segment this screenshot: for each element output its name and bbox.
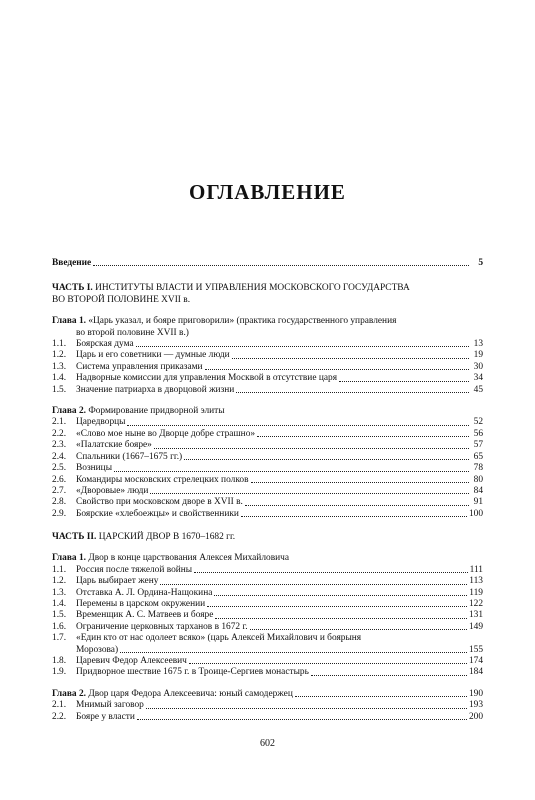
dot-leader [136,346,469,347]
entry-number: 1.2. [52,350,67,361]
part-title-line: ЦАРСКИЙ ДВОР В 1670–1682 гг. [98,532,236,542]
chapter-heading [52,553,483,564]
entry-page: 57 [473,440,483,451]
entry-number: 1.5. [52,384,67,395]
toc-list [52,339,483,396]
entry-title: Мнимый заговор [76,700,144,711]
dot-leader [241,516,467,517]
toc-entry[interactable] [52,417,483,428]
entry-title: Ограничение церковных тарханов в 1672 г. [76,621,248,632]
toc-list [52,417,483,520]
toc-entry-continuation[interactable] [52,645,483,656]
entry-number: 1.1. [52,339,67,350]
dot-leader [160,584,467,585]
entry-title: Морозова) [76,644,119,655]
chapter-title-line: «Царь указал, и бояре приговорили» (практика государственного управления [88,316,397,327]
entry-title: Временщик А. С. Матвеев и бояре [76,610,214,621]
toc-entry[interactable] [52,497,483,508]
entry-title: Спальники (1667–1675 гг.) [76,451,183,462]
entry-title: Перемены в царском окружении [76,599,206,610]
part-prefix: ЧАСТЬ I. [52,283,93,294]
entry-page: 100 [468,508,483,519]
dot-leader [154,448,469,449]
toc-entry[interactable] [52,656,483,667]
chapter-title: Двор царя Федора Алексеевича: юный самодержец [88,688,293,699]
chapter-heading [52,406,483,417]
entry-number: 2.6. [52,474,67,485]
toc-entry[interactable] [52,599,483,610]
dot-leader [205,369,469,370]
entry-title: «Един кто от нас одолеет всяко» (царь Алексей Михайлович и боярыня [76,633,362,644]
part-heading [52,283,483,306]
toc-entry[interactable] [52,700,483,711]
entry-page: 149 [468,621,483,632]
entry-page: 184 [468,667,483,678]
dot-leader [127,425,469,426]
toc-entry[interactable] [52,385,483,396]
dot-leader [194,572,468,573]
toc-entry[interactable] [52,339,483,350]
toc-entry[interactable] [52,463,483,474]
entry-page: 193 [468,700,483,711]
entry-page: 78 [473,463,483,474]
toc-block-2 [52,532,483,723]
entry-page: 45 [473,384,483,395]
chapter-prefix: Глава 2. [52,406,86,417]
entry-title: Свойство при московском дворе в XVII в. [76,497,243,508]
toc-entry[interactable] [52,452,483,463]
toc-entry[interactable] [52,440,483,451]
dot-leader [146,708,467,709]
toc-entry[interactable] [52,610,483,621]
entry-title: Царь и его советники — думные люди [76,350,230,361]
dot-leader [245,505,469,506]
dot-leader [311,675,467,676]
dot-leader [214,595,467,596]
dot-leader [189,663,467,664]
entry-title: Боярские «хлебоежцы» и свойственники [76,508,239,519]
entry-number: 1.8. [52,656,67,667]
entry-number: 2.1. [52,700,67,711]
toc-list [52,565,483,633]
entry-title: Система управления приказами [76,361,203,372]
entry-number: 2.5. [52,463,67,474]
toc-entry[interactable] [52,576,483,587]
entry-number: 2.1. [52,417,67,428]
toc-entry[interactable] [52,509,483,520]
toc-entry[interactable] [52,486,483,497]
toc-list [52,656,483,679]
entry-title: «Слово мое ныне во Дворце добре страшно» [76,428,256,439]
dot-leader [295,696,467,697]
entry-number: 1.5. [52,610,67,621]
entry-title: Значение патриарха в дворцовой жизни [76,384,235,395]
dot-leader [137,719,467,720]
entry-page: 5 [478,258,483,268]
dot-leader [339,381,469,382]
entry-number: 2.9. [52,508,67,519]
chapter-heading[interactable] [52,689,483,700]
toc-entry[interactable] [52,588,483,599]
toc-entry[interactable] [52,350,483,361]
entry-page: 19 [473,350,483,361]
entry-number: 1.9. [52,667,67,678]
toc-entry-introduction[interactable] [52,258,483,269]
toc-entry[interactable] [52,475,483,486]
entry-title: Командиры московских стрелецких полков [76,474,249,485]
entry-number: 2.2. [52,711,67,722]
chapter-title-line: во второй половине XVII в.) [76,327,189,338]
chapter-title-line: Двор в конце царствования Алексея Михайловича [88,553,290,564]
entry-page: 65 [473,451,483,462]
part-heading [52,532,483,543]
dot-leader [207,606,467,607]
entry-title: Царь выбирает жену [76,576,159,587]
toc-list [52,700,483,723]
chapter-prefix: Глава 1. [52,553,86,564]
toc-entry[interactable] [52,633,483,644]
entry-page: 190 [468,688,483,699]
dot-leader [93,265,469,266]
dot-leader [232,358,469,359]
chapter-prefix: Глава 2. [52,688,86,699]
dot-leader [114,471,469,472]
toc-entry[interactable] [52,565,483,576]
entry-page: 113 [469,576,483,587]
entry-page: 80 [473,474,483,485]
page-title: ОГЛАВЛЕНИЕ [189,180,346,204]
toc-entry[interactable] [52,362,483,373]
entry-number: 2.3. [52,440,67,451]
dot-leader [215,618,467,619]
entry-title: Возницы [76,463,112,474]
entry-page: 56 [473,428,483,439]
chapter-heading [52,316,483,339]
toc-block-1 [52,258,483,520]
dot-leader [251,482,469,483]
entry-title: Царевич Федор Алексеевич [76,656,187,667]
entry-page: 155 [468,644,483,655]
entry-number: 1.2. [52,576,67,587]
entry-number: 1.6. [52,621,67,632]
dot-leader [250,629,467,630]
entry-title: Царедворцы [76,417,126,428]
part-prefix: ЧАСТЬ II. [52,532,97,542]
toc-entry[interactable] [52,622,483,633]
entry-number: 1.7. [52,633,67,644]
dot-leader [236,392,469,393]
entry-number: 2.8. [52,497,67,508]
entry-page: 13 [473,339,483,350]
entry-title: Отставка А. Л. Ордина-Нащокина [76,587,213,598]
entry-title: Бояре у власти [76,711,135,722]
entry-title: Введение [52,258,92,268]
entry-page: 52 [473,417,483,428]
page-number: 602 [260,738,275,749]
dot-leader [120,652,467,653]
toc-entry[interactable] [52,667,483,678]
part-title-line: ИНСТИТУТЫ ВЛАСТИ И УПРАВЛЕНИЯ МОСКОВСКОГО ГОСУДАРСТВА [95,283,410,294]
chapter-prefix: Глава 1. [52,316,86,327]
part-title-line: ВО ВТОРОЙ ПОЛОВИНЕ XVII в. [52,294,191,305]
entry-title: «Палатские бояре» [76,440,152,451]
dot-leader [184,459,469,460]
entry-title: Россия после тяжелой войны [76,564,193,575]
entry-page: 131 [468,610,483,621]
toc-entry[interactable] [52,429,483,440]
entry-page: 174 [468,656,483,667]
entry-page: 119 [469,587,483,598]
entry-title: Надворные комиссии для управления Москвой в отсутствие царя [76,373,338,384]
entry-number: 2.2. [52,428,67,439]
dot-leader [257,436,469,437]
entry-title: Боярская дума [76,339,134,350]
entry-number: 2.4. [52,451,67,462]
toc-entry[interactable] [52,712,483,723]
toc-entry[interactable] [52,373,483,384]
entry-number: 1.4. [52,599,67,610]
entry-number: 2.7. [52,485,67,496]
entry-title: «Дворовые» люди [76,485,149,496]
entry-number: 1.3. [52,361,67,372]
entry-page: 30 [473,361,483,372]
entry-page: 84 [473,485,483,496]
entry-page: 111 [469,564,483,575]
entry-number: 1.3. [52,587,67,598]
entry-page: 91 [473,497,483,508]
entry-page: 34 [473,373,483,384]
dot-leader [150,493,469,494]
entry-page: 200 [468,711,483,722]
chapter-title-line: Формирование придворной элиты [88,406,225,417]
entry-page: 122 [468,599,483,610]
entry-number: 1.4. [52,373,67,384]
entry-number: 1.1. [52,564,67,575]
entry-title: Придворное шествие 1675 г. в Троице-Сергиев монастырь [76,667,309,678]
